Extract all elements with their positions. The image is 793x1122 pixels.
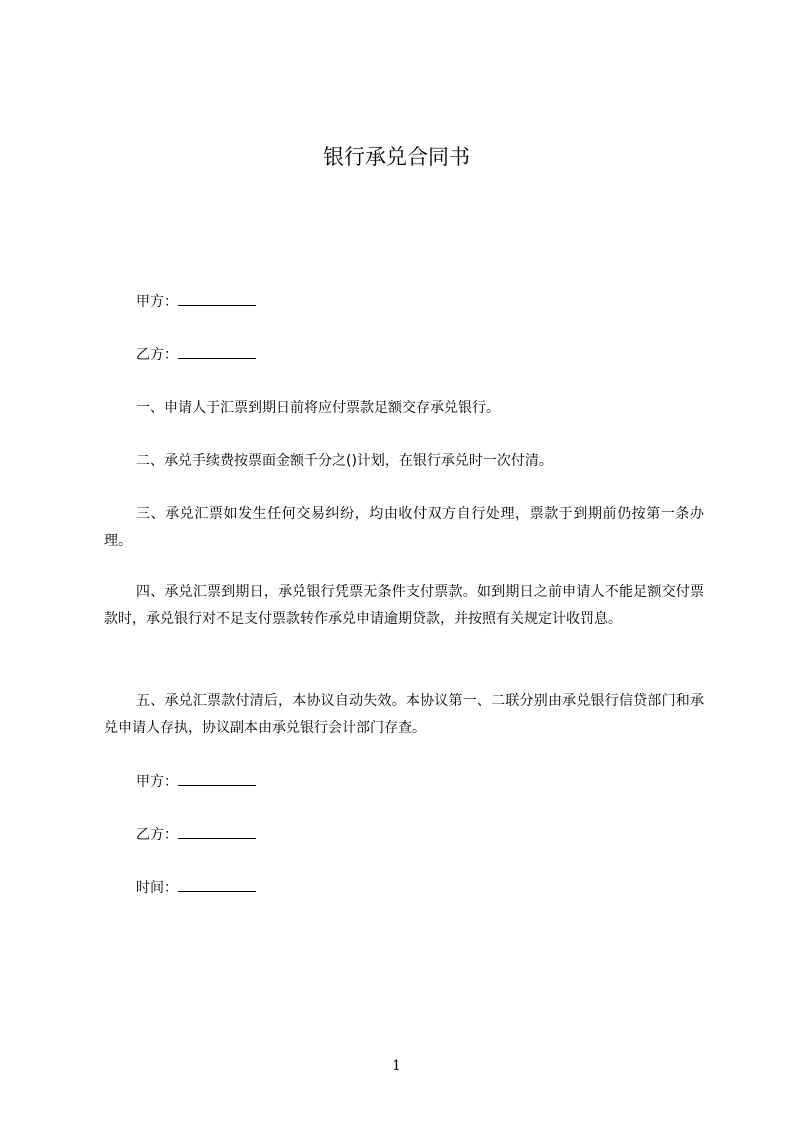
signature-party-b-field <box>136 824 256 845</box>
signature-date-field <box>136 877 256 898</box>
clause-2: 二、承兑手续费按票面金额千分之()计划，在银行承兑时一次付清。 <box>136 453 553 469</box>
signature-party-a-field <box>136 771 256 792</box>
signature-date-label: 时间： <box>136 880 178 896</box>
party-a-field <box>136 291 256 312</box>
party-a-label: 甲方： <box>136 294 178 310</box>
page-number: 1 <box>392 1058 401 1074</box>
clause-4: 四、承兑汇票到期日，承兑银行凭票无条件支付票款。如到期日之前申请人不能足额交付票款时，承兑银行对不足支付票款转作承兑申请逾期贷款，并按照有关规定计收罚息。 <box>104 584 704 627</box>
clause-3: 三、承兑汇票如发生任何交易纠纷，均由收付双方自行处理，票款于到期前仍按第一条办理。 <box>104 506 704 549</box>
document-title: 银行承兑合同书 <box>323 145 470 169</box>
party-b-label: 乙方： <box>136 347 178 363</box>
signature-party-a-blank-line <box>178 771 256 786</box>
signature-party-b-label: 乙方： <box>136 827 178 843</box>
signature-date-blank-line <box>178 877 256 892</box>
clause-5: 五、承兑汇票款付清后，本协议自动失效。本协议第一、二联分别由承兑银行信贷部门和承兑申请人存执，协议副本由承兑银行会计部门存查。 <box>104 693 704 736</box>
signature-party-b-blank-line <box>178 824 256 839</box>
clause-1: 一、申请人于汇票到期日前将应付票款足额交存承兑银行。 <box>136 400 500 416</box>
party-b-field <box>136 344 256 365</box>
signature-party-a-label: 甲方： <box>136 774 178 790</box>
party-b-blank-line <box>178 344 256 359</box>
party-a-blank-line <box>178 291 256 306</box>
